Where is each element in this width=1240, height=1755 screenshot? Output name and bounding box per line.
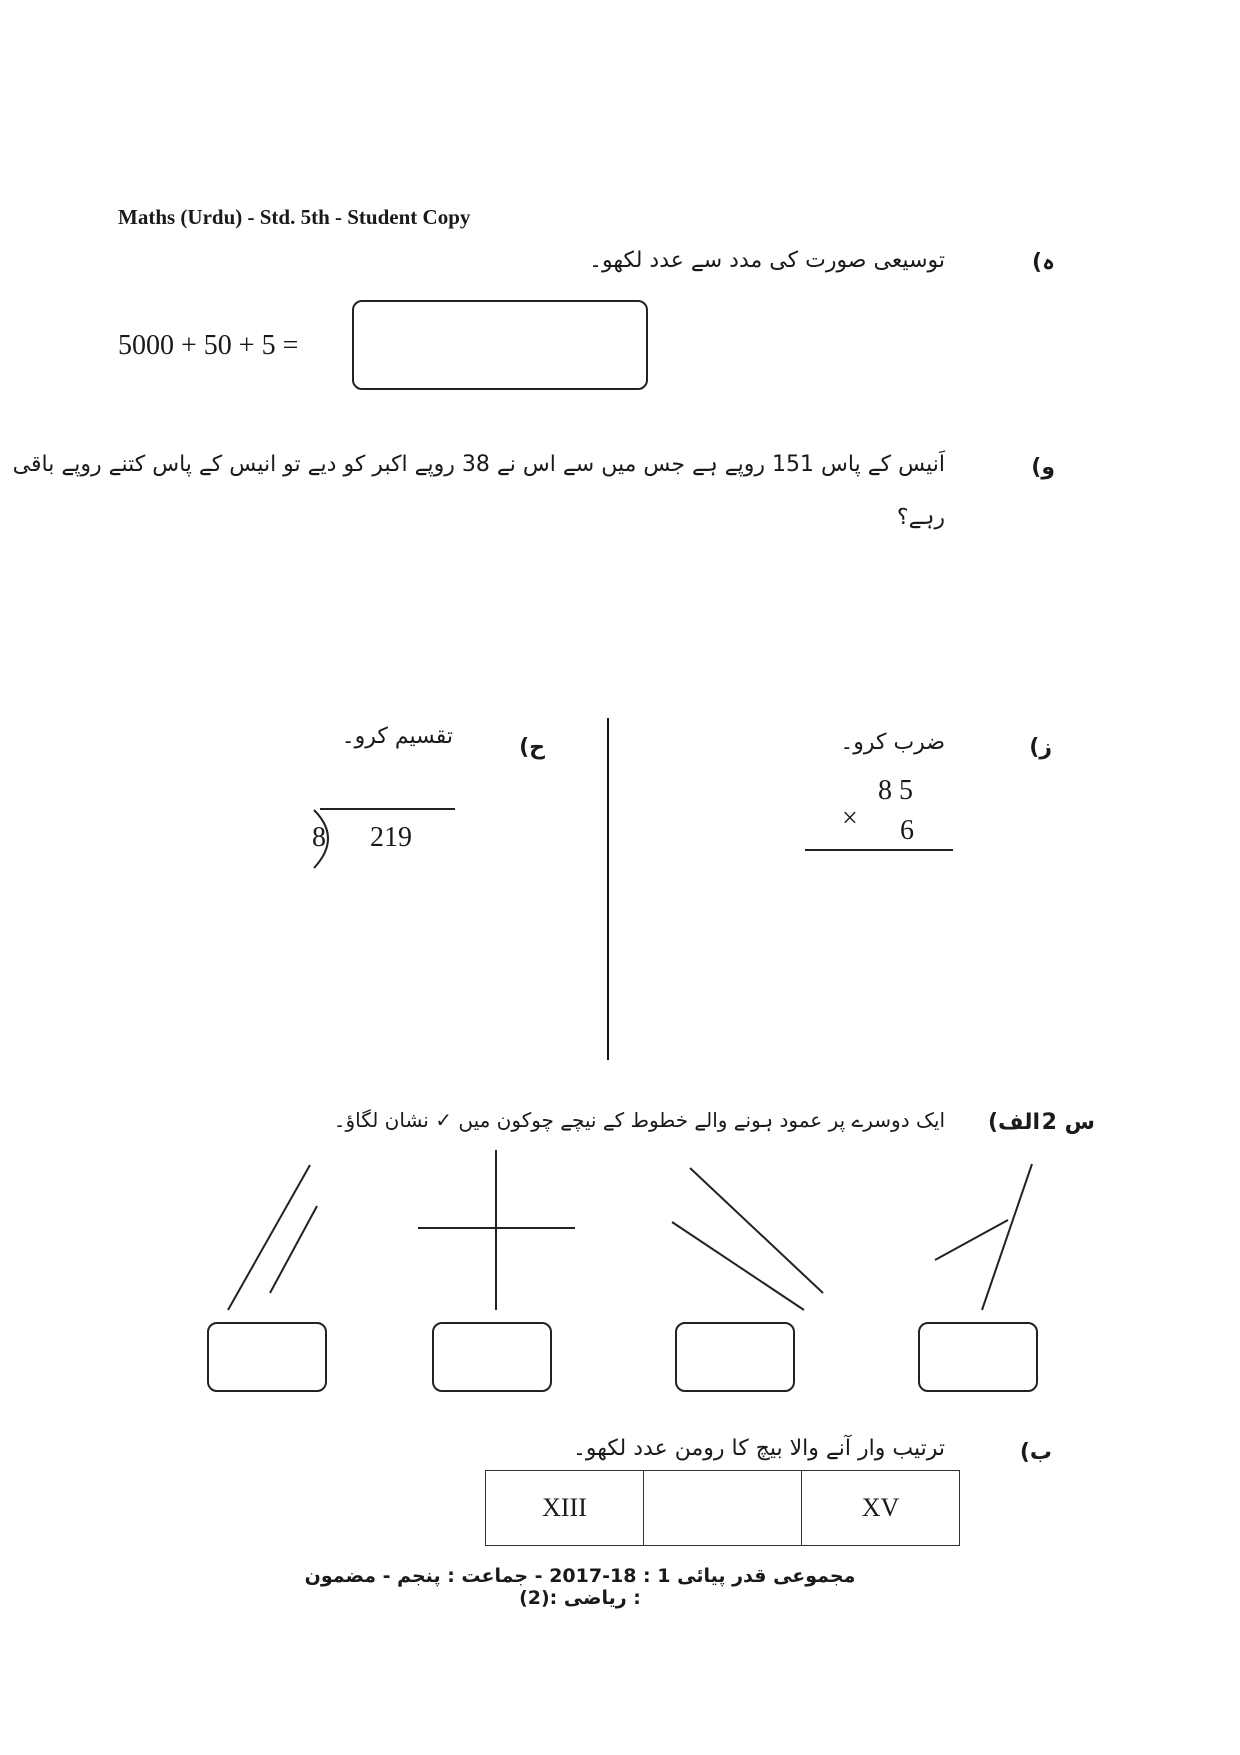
question-h-instruction: توسیعی صورت کی مدد سے عدد لکھو۔	[589, 248, 945, 273]
line-figures	[180, 1150, 1080, 1330]
question-2a-label: الف)	[987, 1110, 1040, 1135]
parallel-diagonal-lines-figure	[672, 1168, 823, 1310]
multiplier: 6	[900, 815, 914, 846]
question-2-number: س 2	[1041, 1110, 1095, 1135]
roman-cell-1: XIII	[486, 1471, 644, 1546]
perpendicular-lines-figure	[418, 1150, 575, 1310]
divisor: 8	[312, 822, 326, 853]
dividend: 219	[370, 822, 412, 853]
question-h-label: ہ)	[1032, 250, 1055, 275]
multiply-operator: ×	[842, 803, 858, 834]
parallel-lines-figure	[228, 1165, 317, 1310]
section-divider	[607, 718, 609, 1060]
page-footer: مجموعی قدر پیائی 1 : 18-2017 - جماعت : پنجم - مضمون : ریاضی :(2)	[304, 1565, 856, 1609]
answer-box-h[interactable]	[352, 300, 648, 390]
expansion-expression: 5000 + 50 + 5 =	[118, 330, 299, 361]
question-w-line1: اَنیس کے پاس 151 روپے ہے جس میں سے اس نے 38 روپے اکبر کو دیے تو انیس کے پاس کتنے روپے باقی	[12, 452, 945, 477]
multiplicand: 8 5	[878, 775, 913, 806]
question-ch-label: ح)	[519, 735, 545, 760]
question-2b-instruction: ترتیب وار آنے والا بیچ کا رومن عدد لکھو۔	[573, 1436, 945, 1461]
question-w-line2: رہے؟	[896, 505, 945, 530]
roman-cell-answer[interactable]	[644, 1471, 802, 1546]
question-z-instruction: ضرب کرو۔	[840, 730, 945, 755]
question-ch-instruction: تقسیم کرو۔	[341, 724, 453, 749]
checkbox-intersecting-lines[interactable]	[918, 1322, 1038, 1392]
question-2a-instruction: ایک دوسرے پر عمود ہونے والے خطوط کے نیچے چوکون میں ✓ نشان لگاؤ۔	[333, 1108, 945, 1132]
checkbox-parallel-lines[interactable]	[207, 1322, 327, 1392]
checkbox-parallel-diagonal-lines[interactable]	[675, 1322, 795, 1392]
question-w-label: و)	[1031, 455, 1055, 480]
roman-numeral-table	[485, 1470, 960, 1546]
intersecting-lines-figure	[935, 1164, 1032, 1310]
question-z-label: ز)	[1029, 735, 1052, 760]
document-header: Maths (Urdu) - Std. 5th - Student Copy	[118, 205, 471, 229]
roman-cell-3: XV	[802, 1471, 960, 1546]
multiply-rule	[805, 849, 953, 851]
question-2b-label: ب)	[1019, 1440, 1052, 1465]
checkbox-perpendicular-lines[interactable]	[432, 1322, 552, 1392]
